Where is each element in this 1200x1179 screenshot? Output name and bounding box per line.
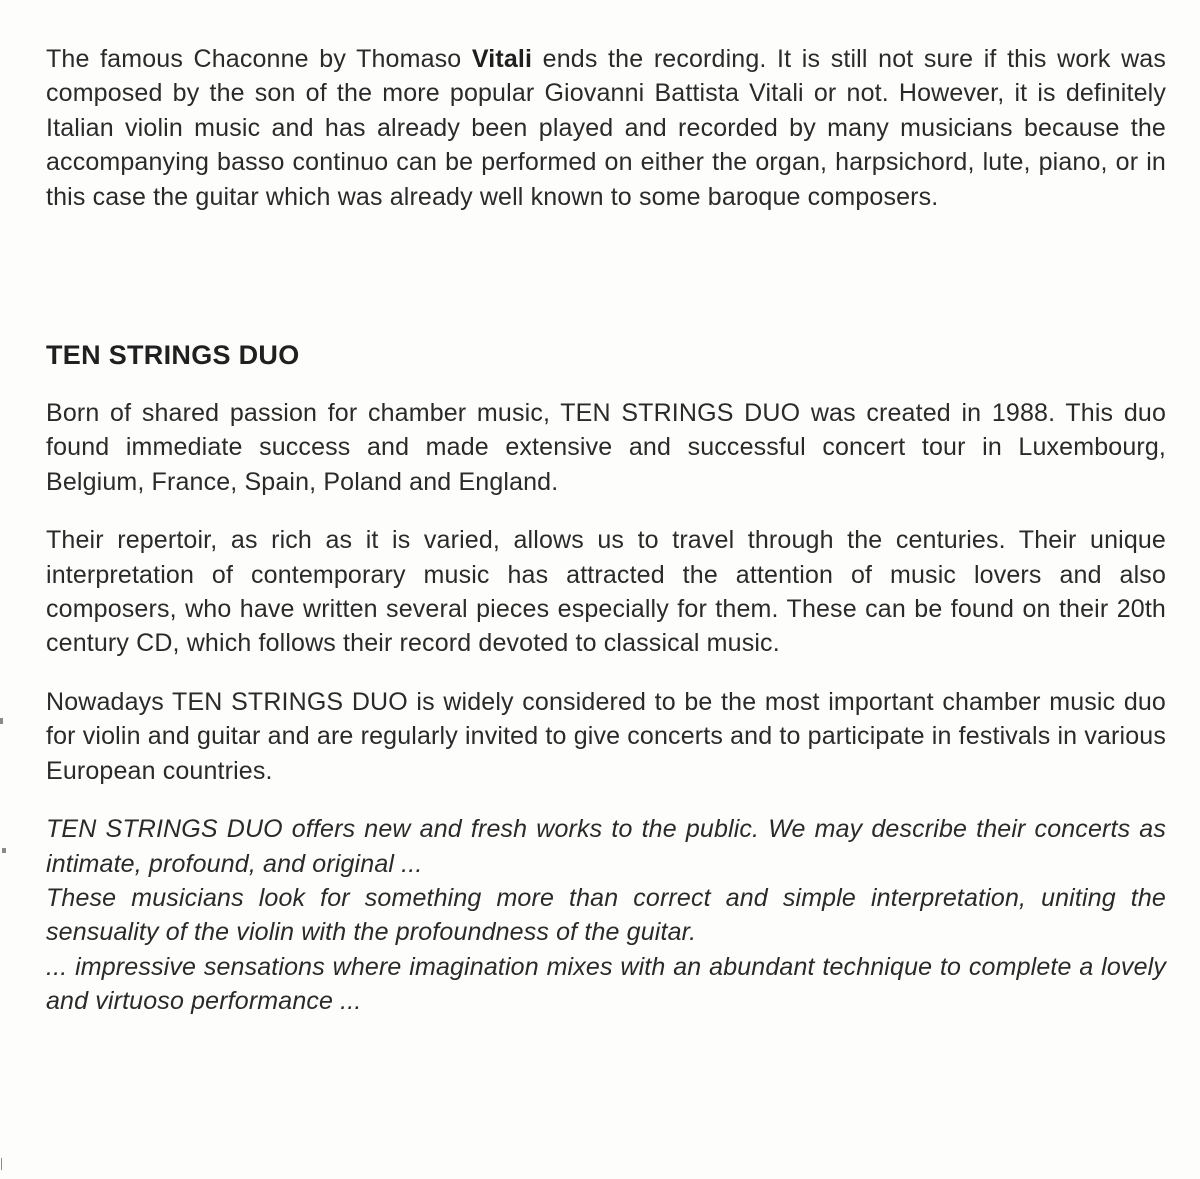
press-quote: ... impressive sensations where imagination mixes with an abundant technique to complete a lovely and virtuoso performance ...	[46, 952, 1166, 1016]
bio-paragraph: Their repertoir, as rich as it is varied, allows us to travel through the centuries. Their unique interpretation of contemporary music has attracted the attention of music lovers and also composers, who have written several pieces especially for them. These can be found on their 20th century CD, which follows their record devoted to classical music.	[46, 526, 1166, 658]
bio-paragraph: Nowadays TEN STRINGS DUO is widely considered to be the most important chamber music duo for violin and guitar and are regularly invited to give concerts and to participate in festivals in various European countries.	[46, 687, 1166, 785]
booklet-page	[46, 42, 1166, 1019]
composer-name: Vitali	[471, 45, 533, 73]
section-title: TEN STRINGS DUO	[46, 340, 300, 371]
press-quote: These musicians look for something more than correct and simple interpretation, uniting the sensuality of the violin with the profoundness of the guitar.	[46, 883, 1166, 947]
scan-edge-mark	[1, 1158, 2, 1170]
scan-edge-mark	[2, 848, 6, 853]
scan-edge-mark	[0, 718, 3, 724]
press-quote: TEN STRINGS DUO offers new and fresh works to the public. We may describe their concerts as intimate, profound, and original ...	[46, 815, 1166, 878]
intro-text-start: The famous Chaconne by Thomaso	[46, 45, 472, 73]
press-quotes	[46, 812, 1166, 1018]
intro-paragraph	[46, 42, 1166, 214]
bio-paragraph: Born of shared passion for chamber music, TEN STRINGS DUO was created in 1988. This duo found immediate success and made extensive and successful concert tour in Luxembourg, Belgium, France, Spain, Poland and England.	[46, 399, 1166, 496]
intro-text-rest: ends the recording. It is still not sure if this work was composed by the son of the more popular Giovanni Battista Vitali or not. However, it is definitely Italian violin music and has already been played and recorded by many musicians because the accompanying basso continuo can be performed on either the organ, harpsichord, lute, piano, or in this case the guitar which was already well known to some baroque composers.	[46, 45, 1166, 211]
